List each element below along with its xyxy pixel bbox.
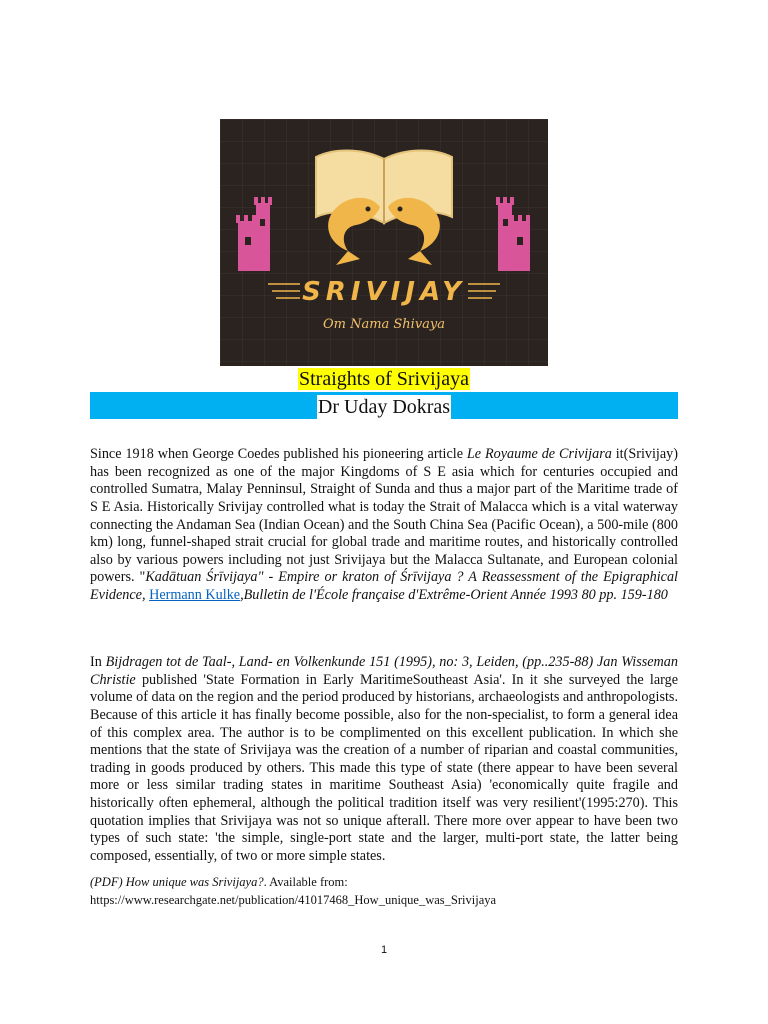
citation-url: https://www.researchgate.net/publication/41017468_How_unique_was_Srivijaya: [90, 893, 497, 907]
citation-title: (PDF) How unique was Srivijaya?: [90, 875, 264, 889]
page-number: 1: [380, 944, 388, 956]
kulke-reference: Kadātuan Śrīvijaya" - Empire or kraton of Śrīvijaya ? A Reassessment of the Epigraphical Evidence,: [90, 569, 678, 603]
citation-available: . Available from:: [263, 875, 348, 889]
srivijay-logo: [220, 119, 548, 366]
logo-brand-text: SRIVIJAY: [302, 277, 466, 307]
title-highlight: Straights of Srivijaya: [299, 368, 469, 390]
author-text: Dr Uday Dokras: [317, 396, 451, 418]
royaume-title: Le Royaume de Crivijara: [466, 446, 612, 463]
bulletin-reference: ,Bulletin de l'École française d'Extrême-Orient Année 1993 80 pp. 159-180: [240, 586, 668, 603]
logo-motto-text: Om Nama Shivaya: [322, 317, 446, 332]
bijdragen-reference: Bijdragen tot de Taal-, Land- en Volkenkunde 151 (1995), no: 3, Leiden, (pp..235-88) Jan Wisseman Christie: [90, 654, 678, 688]
document-title: [0, 367, 768, 391]
citation: [90, 873, 678, 909]
paragraph-christie: In Bijdragen tot de Taal-, Land- en Volkenkunde 151 (1995), no: 3, Leiden, (pp..235-88) Jan Wisseman Christie published 'State Formation in Early MaritimeSoutheast Asia'. In it she surveyed the large volume of data on the region and the period produced by historians, archaeologists and anthropologists. Because of this article it has finally become possible, also for the non-specialist, to form a general idea of this complex area. The author is to be complimented on this excellent publication. In which she mentions that the state of Srivijaya was the creation of a number of riparian and coastal communities, trading in goods produced by others. This made this type of state (there appear to have been several more or less similar trading states in maritime Southeast Asia) 'economically quite fragile and historically often ephemeral, although the political tradition itself was very resilient'(1995:270). This quotation implies that Srivijaya was not so unique afterall. There more over appear to have been two types of such state: 'the simple, single-port state and the larger, multi-port state, the latter being composed, essentially, of two or more simple states.: [90, 654, 678, 864]
author-name: [0, 395, 768, 419]
paragraph-coedes: Since 1918 when George Coedes published his pioneering article Le Royaume de Crivijara it(Srivijay) has been recognized as one of the major Kingdoms of S E asia which for centuries occupied and controlled Sumatra, Malay Penninsul, Straight of Sunda and thus a major part of the Maritime trade of S E Asia. Historically Srivijay controlled what is today the Strait of Malacca which is a vital waterway connecting the Andaman Sea (Indian Ocean) and the South China Sea (Pacific Ocean), a 500-mile (800 km) long, funnel-shaped strait crucial for global trade and maritime routes, and historically controlled also by various powers including not just Srivijaya but the Malacca Sultanate, and European colonial powers. "Kadātuan Śrīvijaya" - Empire or kraton of Śrīvijaya ? A Reassessment of the Epigraphical Evidence, Hermann Kulke,Bulletin de l'École française d'Extrême-Orient Année 1993 80 pp. 159-180: [90, 446, 678, 603]
hermann-kulke-link[interactable]: Hermann Kulke: [149, 586, 241, 603]
